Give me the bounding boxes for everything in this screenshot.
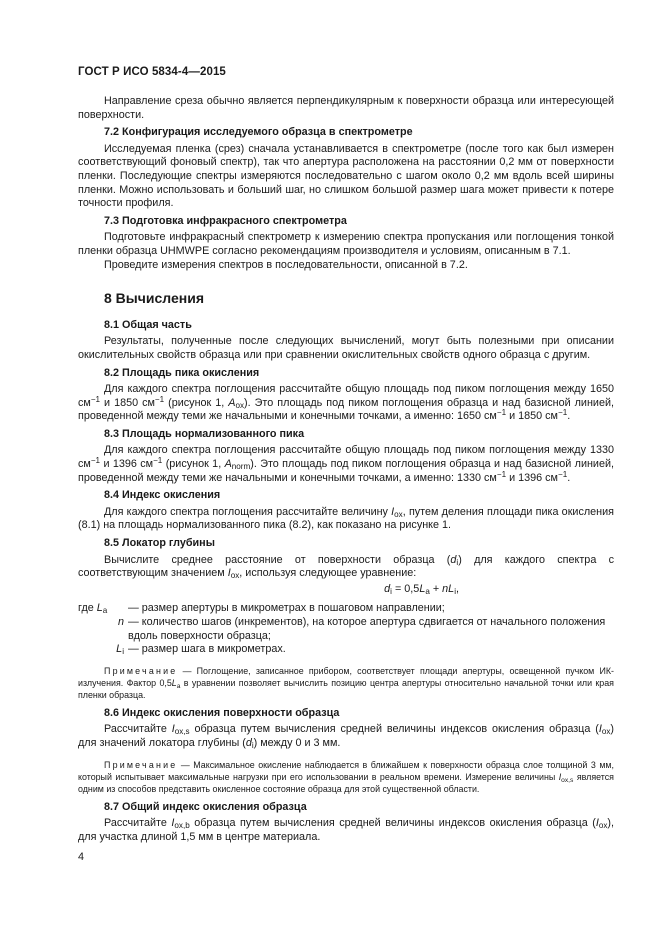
section-heading-8-7: 8.7 Общий индекс окисления образца bbox=[104, 800, 307, 813]
document-body bbox=[78, 95, 614, 844]
section-8-4-text: Для каждого спектра поглощения рассчитайте величину $I_{ox}$, путем деления площади пика окисления (8.1) на площадь нормализованного пика (8.2), как показано на рисунке 1. bbox=[78, 505, 614, 532]
section-heading-8-4: 8.4 Индекс окисления bbox=[104, 489, 221, 502]
section-8-1-text: Результаты, полученные после следующих вычислений, могут быть полезными при описании окислительных свойств образца или при сравнении окислительных свойств одного образца с другим. bbox=[78, 335, 614, 361]
section-7-2-text: Исследуемая пленка (срез) сначала устанавливается в спектрометре (после того как был измерен соответствующий фоновый спектр), так что апертура расположена на расстоянии 0,2 мм от поверхности пленки. Последующие спектры измеряются последовательно с шагом около 0,2 мм вдоль всей ширины пленки. Можно использовать и больший шаг, но слишком большой размер шага может привести к потере точности профиля. bbox=[78, 142, 614, 210]
section-8-3-text: Для каждого спектра поглощения рассчитайте общую площадь под пиком поглощения между 1330 $см^{-1}$ и 1396 $см^{-1}$ (рисунок 1, $A_{norm}$). Это площадь под пиком поглощения образца и над базисной линией, проведенной между теми же начальными и конечными точками, а именно: 1330 $см^{-1}$ и 1396 $см^{-1}$. bbox=[78, 444, 615, 484]
section-heading-8-5: 8.5 Локатор глубины bbox=[104, 537, 215, 550]
section-heading-7-2: 7.2 Конфигурация исследуемого образца в спектрометре bbox=[104, 126, 413, 139]
section-8-6-text: Рассчитайте $I_{ox,s}$ образца путем вычисления средней величины индексов окисления образца $(I_{ox})$ для значений локатора глубины $(d_i)$ между 0 и 3 мм. bbox=[78, 723, 614, 750]
page-number: 4 bbox=[78, 851, 85, 863]
section-heading-7-3: 7.3 Подготовка инфракрасного спектрометра bbox=[104, 214, 347, 227]
intro-paragraph: Направление среза обычно является перпендикулярным к поверхности образца или интересующей поверхности. bbox=[78, 95, 614, 121]
document-header: ГОСТ Р ИСО 5834-4—2015 bbox=[78, 66, 226, 78]
formula-legend bbox=[78, 602, 614, 656]
legend-row: n — количество шагов (инкрементов), на которое апертура сдвигается от начального положения вдоль поверхности образца; bbox=[117, 616, 606, 642]
section-7-3-text: Подготовьте инфракрасный спектрометр к измерению спектра пропускания или поглощения тонкой пленки образца UHMWPE согласно рекомендациям производителя и условиям, описанным в 7.1. bbox=[78, 231, 614, 257]
note-8-6: Примечание — Максимальное окисление наблюдается в ближайшем к поверхности образца слое толщиной 3 мм, который испытывает максимальные нагрузки при его использовании в реальном времени. Измерение величины $I_{ox,s}$ является одним из способов представить окисленное состояние образца для этой существенной области. bbox=[78, 759, 614, 794]
section-heading-8: 8 Вычисления bbox=[104, 290, 204, 307]
note-8-5: Примечание — Поглощение, записанное прибором, соответствует площади апертуры, освещенной пучком ИК-излучения. Фактор $0,5L_a$ в уравнении позволяет вычислить позицию центра апертуры относительно начальной точки или края пленки образца. bbox=[78, 665, 614, 700]
section-heading-8-2: 8.2 Площадь пика окисления bbox=[104, 366, 260, 379]
section-8-2-text: Для каждого спектра поглощения рассчитайте общую площадь под пиком поглощения между 1650 $см^{-1}$ и 1850 $см^{-1}$ (рисунок 1, $A_{ox}$). Это площадь под пиком поглощения образца и над базисной линией, проведенной между теми же начальными и конечными точками, а именно: 1650 $см^{-1}$ и 1850 $см^{-1}$. bbox=[78, 383, 614, 423]
legend-row: $L_i$ — размер шага в микрометрах. bbox=[116, 643, 286, 657]
section-7-3-text-2: Проведите измерения спектров в последовательности, описанной в 7.2. bbox=[104, 258, 468, 271]
section-heading-8-1: 8.1 Общая часть bbox=[104, 318, 192, 331]
legend-row: где $L_a$ — размер апертуры в микрометрах в пошаговом направлении; bbox=[78, 602, 445, 616]
section-8-7-text: Рассчитайте $I_{ox,b}$ образца путем вычисления средней величины индексов окисления образца $(I_{ox})$, для участка длиной 1,5 мм в центре материала. bbox=[78, 817, 614, 843]
section-heading-8-3: 8.3 Площадь нормализованного пика bbox=[104, 427, 305, 440]
section-heading-8-6: 8.6 Индекс окисления поверхности образца bbox=[104, 706, 340, 719]
section-8-5-text: Вычислите среднее расстояние от поверхности образца $(d_i)$ для каждого спектра с соответствующим значением $I_{ox}$, используя следующее уравнение: bbox=[78, 553, 614, 581]
depth-formula: $d_i = 0,5L_a + nL_i$, bbox=[384, 582, 459, 596]
